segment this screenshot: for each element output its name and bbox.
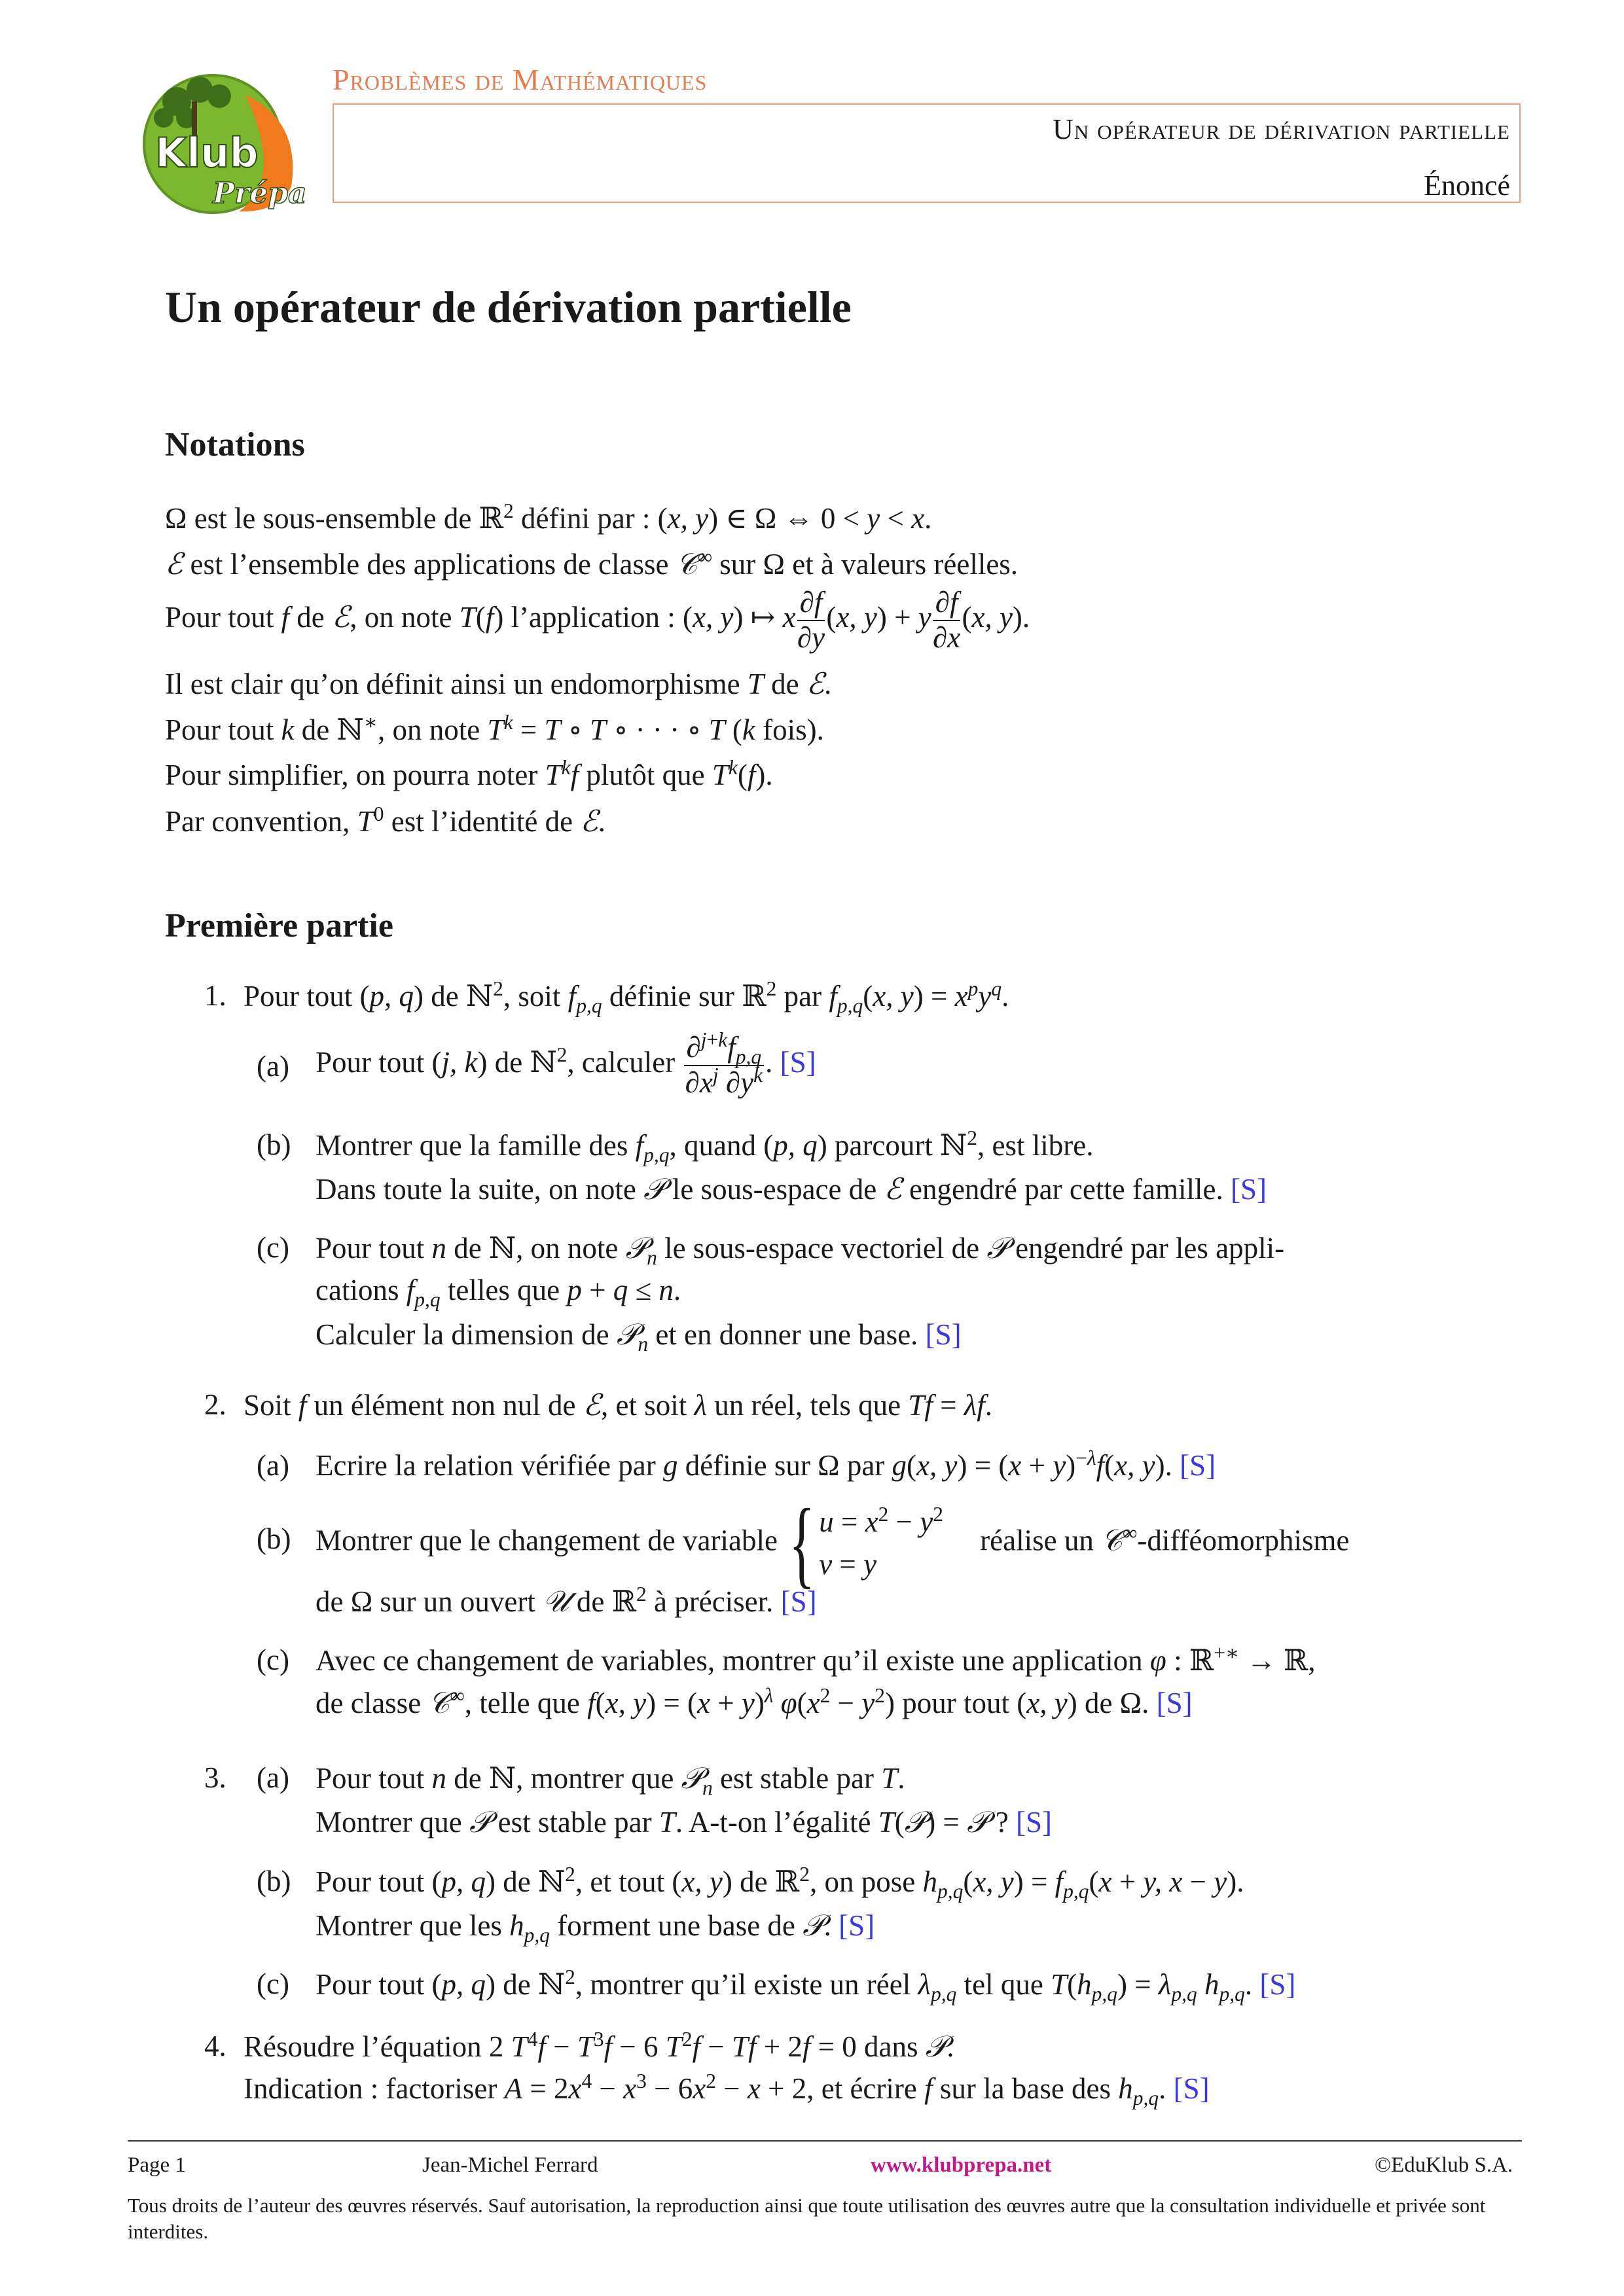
footer-author: Jean-Michel Ferrard [422,2153,598,2177]
header-type: Énoncé [1424,170,1510,202]
page-title: Un opérateur de dérivation partielle [165,282,852,332]
q2b-label: (b) [257,1522,291,1555]
section-part-1: Première partie [165,907,393,944]
footer-copyright: ©EduKlub S.A. [1375,2153,1513,2177]
q2a-label: (a) [257,1449,289,1482]
solution-link-2b[interactable]: [S] [780,1585,817,1618]
section-notations: Notations [165,426,305,463]
footer-page: Page 1 [128,2153,186,2177]
footer-url-link[interactable]: www.klubprepa.net [871,2153,1052,2177]
q1a-label: (a) [257,1050,289,1083]
q2c-line-2: de classe 𝒞∞, telle que f(x, $y) = (x + y)^\lambda$ $\varphi(x^2 - y^2)$ pour tout (x, y) de Ω. [S] [316,1684,1193,1720]
q2b-line-1: Montrer que le changement de variable { $u = x^2 - y^2$ v = y réalise un 𝒞∞-difféomorphisme [316,1489,1350,1598]
q1c-label: (c) [257,1231,289,1264]
solution-link-1b[interactable]: [S] [1230,1173,1267,1206]
notation-line-2: ℰ est l’ensemble des applications de classe 𝒞∞ sur Ω et à valeurs réelles. [165,545,1019,581]
footer-rule [128,2140,1522,2142]
q3b-line-1: Pour tout (p, q) de ℕ$^2$, et tout (x, y) de ℝ$^2$, on pose $h_{p,q}(x$, $y) = f_{p,q}(x + y$, x − y). [316,1863,1244,1903]
klubprepa-logo [115,56,317,216]
solution-link-3b[interactable]: [S] [839,1909,875,1942]
solution-link-3a[interactable]: [S] [1016,1806,1053,1839]
notation-line-3: Pour tout f de ℰ, on note T(f) l’application : (x, y) ↦ x $\frac{\partial f}{\partial y}$ (x, y) + y $\frac{\partial f}{\partial x}$ (x, y). [165,586,1030,654]
q1c-line-3: Calculer la dimension de 𝒫$_n$ et en donner une base. [S] [316,1317,962,1355]
solution-link-4[interactable]: [S] [1173,2072,1210,2105]
q1-intro: Pour tout (p, q) de ℕ$^2$, soit $f_{p,q}$ définie sur ℝ$^2$ par $f_{p,q}(x$, $y) = x^py^q$. [244,977,1009,1017]
q4-line-2: Indication : factoriser $A = 2x^4 - x^3 - 6x^2 - x + 2$, et écrire f sur la base des $h_{p,q}$. [S] [244,2070,1210,2109]
solution-link-1a[interactable]: [S] [780,1046,816,1079]
q2c-label: (c) [257,1643,289,1676]
notation-line-4: Il est clair qu’on définit ainsi un endomorphisme T de ℰ. [165,666,832,701]
solution-link-2a[interactable]: [S] [1180,1449,1216,1482]
header-title: Un opérateur de dérivation partielle [1053,113,1510,145]
q1c-line-2: cations $f_{p,q}$ telles que p + q ≤ n. [316,1274,681,1311]
q3b-label: (b) [257,1865,291,1897]
question-number-2: 2. [204,1388,226,1421]
solution-link-2c[interactable]: [S] [1156,1687,1193,1719]
q1c-line-1: Pour tout n de ℕ, on note 𝒫$_n$ le sous-espace vectoriel de 𝒫 engendré par les appli- [316,1230,1285,1269]
q2c-line-1: Avec ce changement de variables, montrer qu’il existe une application φ : ℝ+∗ → ℝ, [316,1641,1316,1677]
question-number-4: 4. [204,2030,226,2062]
notation-line-6: Pour simplifier, on pourra noter $T^kf$ plutôt que $T^k(f)$. [165,756,773,791]
svg-text:Klub: Klub [155,129,259,177]
question-number-1: 1. [204,979,226,1012]
q1b-line-1: Montrer que la famille des $f_{p,q}$, quand (p, q) parcourt ℕ$^2$, est libre. [316,1126,1094,1166]
solution-link-3c[interactable]: [S] [1259,1968,1296,2001]
header-box [333,103,1521,203]
q4-line-1: Résoudre l’équation 2 $T^4f - T^3f - 6$ $T^2f - Tf + 2f = 0$ dans 𝒫. [244,2028,954,2064]
q3b-line-2: Montrer que les $h_{p,q}$ forment une base de 𝒫. [S] [316,1908,875,1946]
q1a-text: Pour tout (j, k) de ℕ$^2$, calculer $\frac{\partial^{j+k}f_{p,q}}{\partial x^j \partial y^k}$ . [S] [316,1028,816,1099]
q3c-label: (c) [257,1967,289,2000]
q3c-text: Pour tout (p, q) de ℕ$^2$, montrer qu’il existe un réel $\lambda_{p,q}$ tel que $T(h_{p,q}) = \lambda_{p,q}$ $h_{p,q}$. [S] [316,1965,1296,2005]
series-title: Problèmes de Mathématiques [333,63,708,96]
q1b-label: (b) [257,1128,291,1161]
q2-intro: Soit f un élément non nul de ℰ, et soit λ un réel, tels que Tf = λf. [244,1388,993,1422]
notation-line-7: Par convention, $T^0$ est l’identité de ℰ. [165,802,605,838]
q2b-line-2: de Ω sur un ouvert 𝒰 de ℝ$^2$ à préciser. [S] [316,1583,817,1619]
q3a-line-1: Pour tout n de ℕ, montrer que 𝒫$_n$ est stable par T. [316,1761,905,1799]
q3a-label: (a) [257,1761,289,1794]
q1b-line-2: Dans toute la suite, on note 𝒫 le sous-espace de ℰ engendré par cette famille. [S] [316,1172,1267,1206]
q2a-text: Ecrire la relation vérifiée par g définie sur Ω par g(x, $y) = (x + y)^{-\lambda}f(x$, y). [S] [316,1446,1216,1482]
svg-text:Prépa: Prépa [213,177,307,210]
question-number-3: 3. [204,1761,226,1794]
solution-link-1c[interactable]: [S] [925,1318,962,1351]
q3a-line-2: Montrer que 𝒫 est stable par T. A-t-on l’égalité T(𝒫) = 𝒫 ? [S] [316,1804,1053,1839]
notation-line-1: Ω est le sous-ensemble de ℝ$^2$ défini par : (x, y) ∈ Ω ⇔ 0 < y < x. [165,499,932,535]
footer-rights: Tous droits de l’auteur des œuvres réservés. Sauf autorisation, la reproduction ainsi que toute utilisation des œuvres autre que la consultation individuelle et privée sont interdites. [128,2194,1486,2244]
notation-line-5: Pour tout k de ℕ∗, on note $T^k = T$ ∘ T ∘ · · · ∘ T (k fois). [165,711,824,746]
